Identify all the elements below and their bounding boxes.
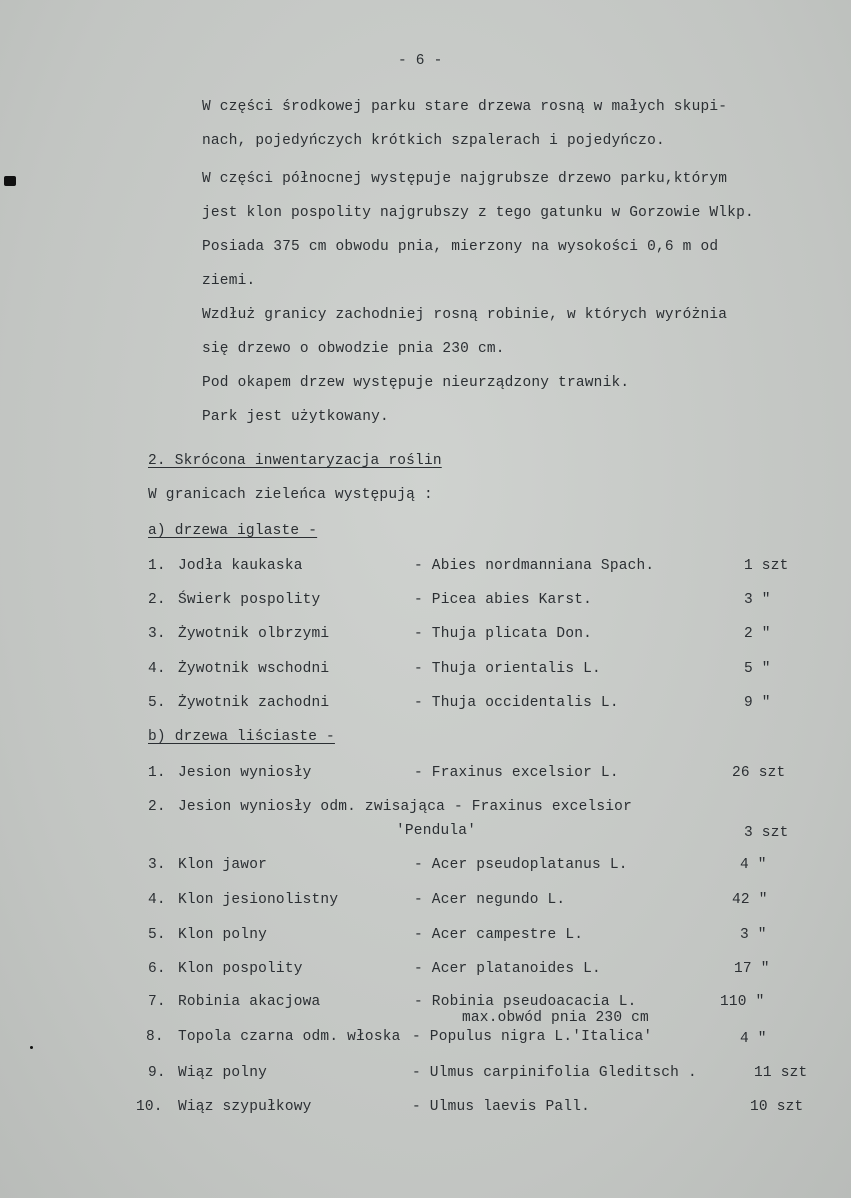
row-number: 4.: [148, 661, 166, 677]
latin-name: - Thuja orientalis L.: [414, 661, 601, 677]
row-number: 4.: [148, 892, 166, 908]
quantity: 11 szt: [754, 1065, 808, 1081]
polish-name: Wiąz polny: [178, 1065, 268, 1081]
paragraph-line: W części środkowej parku stare drzewa rosną w małych skupi-: [202, 99, 728, 115]
row-number: 7.: [148, 994, 166, 1010]
page-number: - 6 -: [398, 53, 443, 69]
polish-name: Klon pospolity: [178, 961, 303, 977]
row-number: 10.: [136, 1099, 163, 1115]
polish-name: Jesion wyniosły: [178, 765, 312, 781]
quantity: 3 szt: [744, 825, 789, 841]
subsection-heading-deciduous: b) drzewa liściaste -: [148, 729, 335, 745]
polish-name: Klon polny: [178, 927, 268, 943]
scan-mark: [4, 176, 16, 186]
latin-name: - Populus nigra L.'Italica': [412, 1029, 653, 1045]
quantity: 3 ": [740, 927, 767, 943]
latin-name: - Acer negundo L.: [414, 892, 566, 908]
paragraph-line: jest klon pospolity najgrubszy z tego gatunku w Gorzowie Wlkp.: [202, 205, 754, 221]
paragraph-line: Wzdłuż granicy zachodniej rosną robinie, w których wyróżnia: [202, 307, 728, 323]
subsection-heading-conifers: a) drzewa iglaste -: [148, 523, 318, 539]
row-number: 1.: [148, 765, 166, 781]
latin-name: - Acer campestre L.: [414, 927, 584, 943]
quantity: 110 ": [720, 994, 765, 1010]
quantity: 3 ": [744, 592, 771, 608]
row-number: 5.: [148, 927, 166, 943]
row-number: 6.: [148, 961, 166, 977]
row-number: 3.: [148, 626, 166, 642]
paragraph-line: się drzewo o obwodzie pnia 230 cm.: [202, 341, 505, 357]
paragraph-line: Park jest użytkowany.: [202, 409, 389, 425]
latin-name: - Acer platanoides L.: [414, 961, 601, 977]
quantity: 10 szt: [750, 1099, 804, 1115]
paragraph-line: Pod okapem drzew występuje nieurządzony trawnik.: [202, 375, 630, 391]
polish-name: Wiąz szypułkowy: [178, 1099, 312, 1115]
latin-name: - Robinia pseudoacacia L.: [414, 994, 637, 1010]
quantity: 4 ": [740, 857, 767, 873]
row-number: 5.: [148, 695, 166, 711]
paragraph-line: Posiada 375 cm obwodu pnia, mierzony na wysokości 0,6 m od: [202, 239, 719, 255]
latin-name: - Abies nordmanniana Spach.: [414, 558, 655, 574]
latin-name: - Acer pseudoplatanus L.: [414, 857, 628, 873]
scan-dot: [30, 1046, 33, 1049]
latin-name: - Thuja occidentalis L.: [414, 695, 619, 711]
polish-name: Jesion wyniosły odm. zwisająca - Fraxinus excelsior: [178, 799, 632, 815]
row-number: 3.: [148, 857, 166, 873]
latin-name: - Ulmus carpinifolia Gleditsch .: [412, 1065, 697, 1081]
quantity: 4 ": [740, 1031, 767, 1047]
polish-name: Klon jawor: [178, 857, 268, 873]
quantity: 17 ": [734, 961, 770, 977]
polish-name: Świerk pospolity: [178, 592, 321, 608]
polish-name: Klon jesionolistny: [178, 892, 339, 908]
latin-name: - Picea abies Karst.: [414, 592, 593, 608]
latin-name: - Fraxinus excelsior L.: [414, 765, 619, 781]
paragraph-line: ziemi.: [202, 273, 256, 289]
quantity: 5 ": [744, 661, 771, 677]
row-number: 1.: [148, 558, 166, 574]
note: max.obwód pnia 230 cm: [462, 1010, 649, 1026]
quantity: 26 szt: [732, 765, 786, 781]
row-number: 2.: [148, 799, 166, 815]
polish-name: Żywotnik wschodni: [178, 661, 330, 677]
section-heading: 2. Skrócona inwentaryzacja roślin: [148, 453, 442, 469]
polish-name: Żywotnik olbrzymi: [178, 626, 330, 642]
quantity: 1 szt: [744, 558, 789, 574]
quantity: 9 ": [744, 695, 771, 711]
latin-name: 'Pendula': [396, 823, 477, 839]
polish-name: Żywotnik zachodni: [178, 695, 330, 711]
paragraph-line: nach, pojedyńczych krótkich szpalerach i pojedyńczo.: [202, 133, 665, 149]
polish-name: Robinia akacjowa: [178, 994, 321, 1010]
section-intro: W granicach zieleńca występują :: [148, 487, 433, 503]
row-number: 8.: [146, 1029, 164, 1045]
polish-name: Jodła kaukaska: [178, 558, 303, 574]
quantity: 2 ": [744, 626, 771, 642]
latin-name: - Ulmus laevis Pall.: [412, 1099, 591, 1115]
row-number: 9.: [148, 1065, 166, 1081]
quantity: 42 ": [732, 892, 768, 908]
row-number: 2.: [148, 592, 166, 608]
latin-name: - Thuja plicata Don.: [414, 626, 593, 642]
polish-name: Topola czarna odm. włoska: [178, 1029, 401, 1045]
paragraph-line: W części północnej występuje najgrubsze drzewo parku,którym: [202, 171, 728, 187]
